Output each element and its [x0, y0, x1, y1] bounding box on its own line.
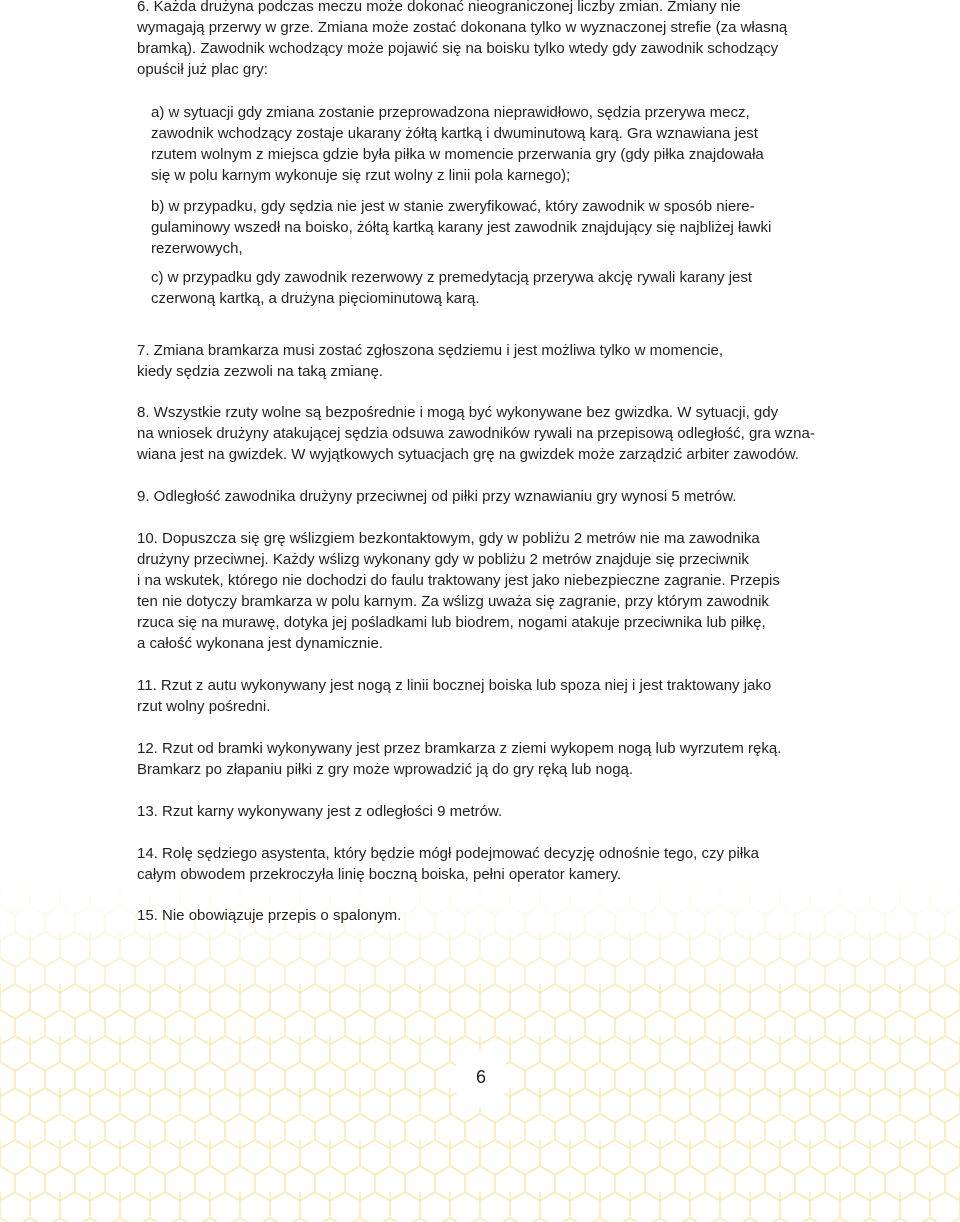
rule-10-line: drużyny przeciwnej. Każdy wślizg wykonany gdy w pobliżu 2 metrów znajduje się przeciwnik	[137, 551, 749, 568]
rule-6c-line: czerwoną kartką, a drużyna pięciominutową karą.	[151, 290, 480, 307]
rule-11-line: 11. Rzut z autu wykonywany jest nogą z linii bocznej boiska lub spoza niej i jest traktowany jako	[137, 677, 772, 694]
rule-6-line: opuścił już plac gry:	[137, 61, 268, 78]
rule-6b-line: b) w przypadku, gdy sędzia nie jest w stanie zweryfikować, który zawodnik w sposób niere-	[151, 198, 755, 215]
rule-11-line: rzut wolny pośredni.	[137, 698, 271, 715]
rule-10-line: ten nie dotyczy bramkarza w polu karnym. Za wślizg uważa się zagranie, przy którym zawodnik	[137, 593, 769, 610]
rule-7-line: 7. Zmiana bramkarza musi zostać zgłoszona sędziemu i jest możliwa tylko w momencie,	[137, 342, 724, 359]
rule-10-line: i na wskutek, którego nie dochodzi do faulu traktowany jest jako niebezpieczne zagranie. Przepis	[137, 572, 780, 589]
rule-10-line: a całość wykonana jest dynamicznie.	[137, 635, 383, 652]
rule-6a-line: zawodnik wchodzący zostaje ukarany żółtą kartką i dwuminutową karą. Gra wznawiana jest	[151, 125, 758, 142]
rule-7-line: kiedy sędzia zezwoli na taką zmianę.	[137, 363, 383, 380]
rule-6a-line: się w polu karnym wykonuje się rzut wolny z linii pola karnego);	[151, 167, 571, 184]
rule-6a-line: a) w sytuacji gdy zmiana zostanie przeprowadzona nieprawidłowo, sędzia przerywa mecz,	[151, 104, 750, 121]
rule-10-line: rzuca się na murawę, dotyka jej pośladkami lub biodrem, nogami atakuje przeciwnika lub piłkę,	[137, 614, 766, 631]
rule-8-line: 8. Wszystkie rzuty wolne są bezpośrednie i mogą być wykonywane bez gwizdka. W sytuacji, gdy	[137, 404, 779, 421]
rule-6a-line: rzutem wolnym z miejsca gdzie była piłka w momencie przerwania gry (gdy piłka znajdowała	[151, 146, 764, 163]
rule-6-line: 6. Każda drużyna podczas meczu może dokonać nieograniczonej liczby zmian. Zmiany nie	[137, 0, 741, 15]
rule-8-line: wiana jest na gwizdek. W wyjątkowych sytuacjach grę na gwizdek może zarządzić arbiter zawodów.	[137, 446, 799, 463]
rule-9-line: 9. Odległość zawodnika drużyny przeciwnej od piłki przy wznawianiu gry wynosi 5 metrów.	[137, 488, 737, 505]
rule-8-line: na wniosek drużyny atakującej sędzia odsuwa zawodników rywali na przepisową odległość, gra wzna-	[137, 425, 815, 442]
page-number: 6	[475, 1067, 486, 1087]
rule-14-line: całym obwodem przekroczyła linię boczną boiska, pełni operator kamery.	[137, 866, 622, 883]
rule-14-line: 14. Rolę sędziego asystenta, który będzie mógł podejmować decyzję odnośnie tego, czy piłka	[137, 845, 760, 862]
rule-13-line: 13. Rzut karny wykonywany jest z odległości 9 metrów.	[137, 803, 503, 820]
rule-6c-line: c) w przypadku gdy zawodnik rezerwowy z premedytacją przerywa akcję rywali karany jest	[151, 269, 753, 286]
rule-12-line: 12. Rzut od bramki wykonywany jest przez bramkarza z ziemi wykopem nogą lub wyrzutem ręką.	[137, 740, 782, 757]
rule-10-line: 10. Dopuszcza się grę wślizgiem bezkontaktowym, gdy w pobliżu 2 metrów nie ma zawodnika	[137, 530, 760, 547]
rule-15-line: 15. Nie obowiązuje przepis o spalonym.	[137, 907, 402, 924]
rule-6-line: wymagają przerwy w grze. Zmiana może zostać dokonana tylko w wyznaczonej strefie (za własną	[137, 19, 788, 36]
rule-6-line: bramką). Zawodnik wchodzący może pojawić się na boisku tylko wtedy gdy zawodnik schodzący	[137, 40, 779, 57]
rule-12-line: Bramkarz po złapaniu piłki z gry może wprowadzić ją do gry ręką lub nogą.	[137, 761, 634, 778]
rule-6b-line: gulaminowy wszedł na boisko, żółtą kartką karany jest zawodnik znajdujący się najbliżej ławki	[151, 219, 772, 236]
rule-6b-line: rezerwowych,	[151, 240, 243, 257]
